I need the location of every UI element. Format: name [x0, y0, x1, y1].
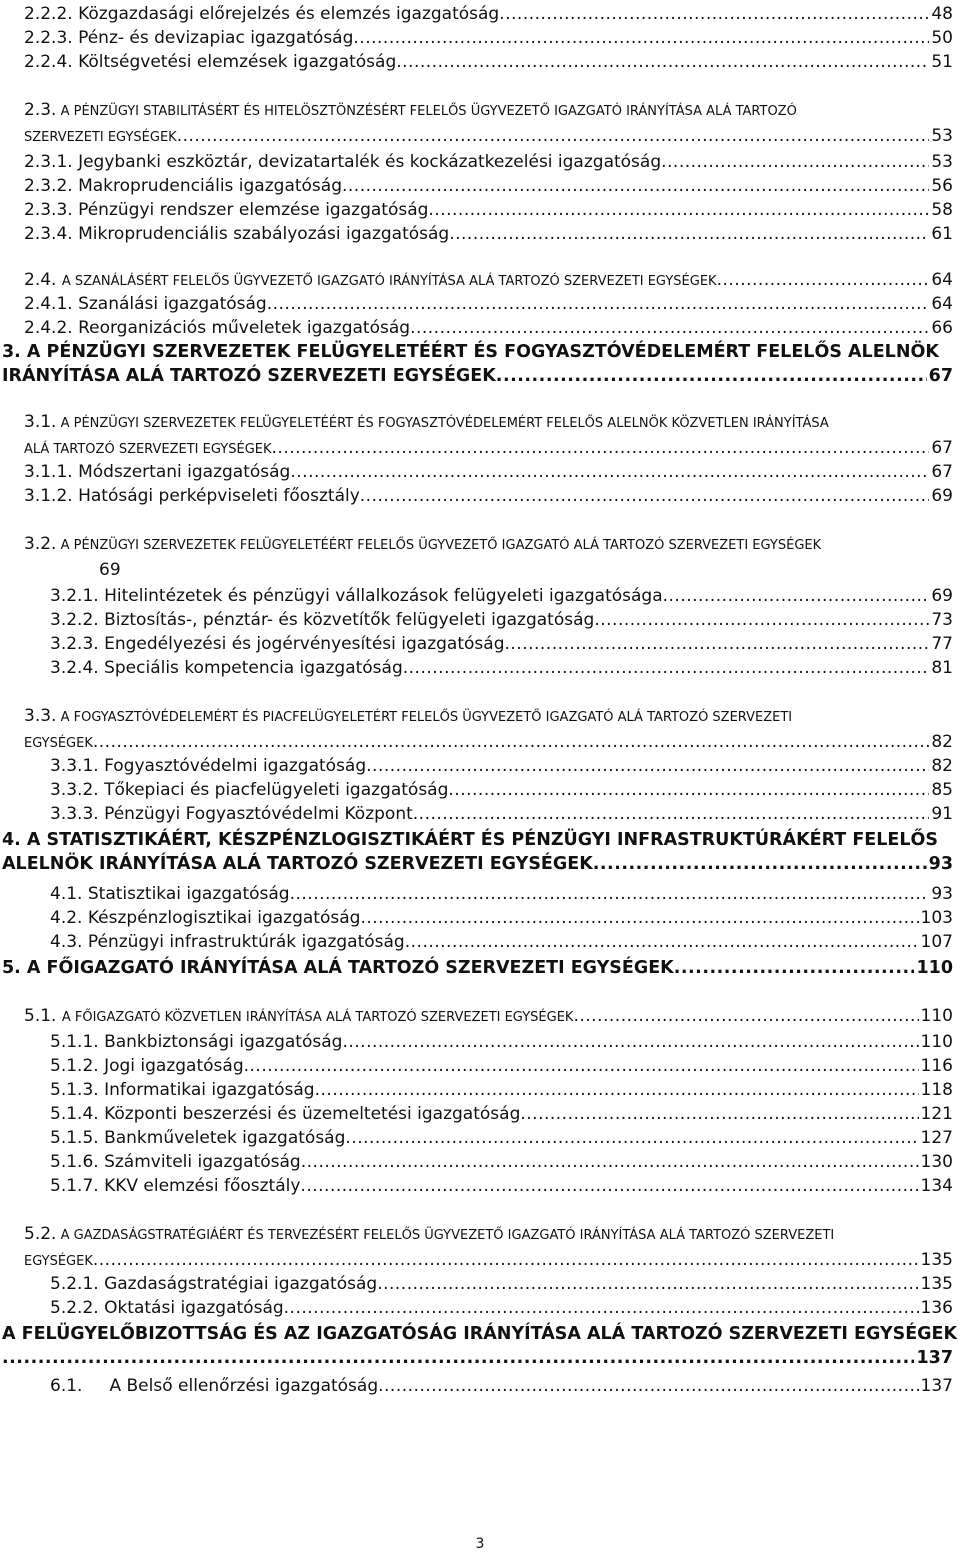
toc-entry-title-continued: ALÁ TARTOZÓ SZERVEZETI EGYSÉGEK: [24, 442, 272, 457]
toc-entry-title: Számviteli igazgatóság: [104, 1152, 301, 1172]
leader-dots: [661, 150, 929, 174]
toc-entry[interactable]: [24, 268, 953, 294]
toc-entry-number: 3.2.: [24, 534, 57, 554]
toc-entry[interactable]: [24, 292, 953, 316]
toc-entry-heading[interactable]: [24, 704, 792, 730]
toc-entry-title: Biztosítás-, pénztár- és közvetítők felügyeleti igazgatóság: [104, 610, 595, 630]
toc-entry-number: 3.1.: [24, 412, 57, 432]
toc-entry[interactable]: [24, 198, 953, 222]
leader-dots: [360, 484, 930, 508]
toc-entry-page: 77: [931, 634, 953, 654]
toc-entry-number: 3.2.1.: [50, 586, 99, 606]
leader-dots: [413, 802, 930, 826]
toc-entry-number: 2.4.: [24, 270, 57, 290]
toc-entry-page: 64: [931, 294, 953, 314]
toc-entry-page: 137: [916, 1348, 953, 1368]
leader-dots: [345, 1126, 918, 1150]
toc-entry-title-continued: IRÁNYÍTÁSA ALÁ TARTOZÓ SZERVEZETI EGYSÉGEK: [2, 366, 496, 386]
toc-entry[interactable]: [24, 222, 953, 246]
leader-dots: [342, 174, 929, 198]
leader-dots: [448, 778, 929, 802]
toc-entry[interactable]: [24, 50, 953, 74]
toc-entry[interactable]: [50, 1078, 953, 1102]
toc-entry-title-continued: SZERVEZETI EGYSÉGEK: [24, 130, 177, 145]
toc-entry-page: 91: [931, 804, 953, 824]
toc-entry-page: 82: [931, 756, 953, 776]
leader-dots: [717, 268, 930, 292]
leader-dots: [428, 198, 929, 222]
toc-entry-title: KKV elemzési főosztály: [104, 1176, 301, 1196]
toc-entry[interactable]: [50, 778, 953, 802]
toc-entry-number: 6.1.: [50, 1376, 83, 1396]
toc-entry-title-continued: EGYSÉGEK: [24, 736, 93, 751]
toc-entry[interactable]: [50, 1174, 953, 1198]
leader-dots: [290, 460, 929, 484]
toc-entry-title: Pénzügyi infrastruktúrák igazgatóság: [87, 932, 405, 952]
toc-entry-page: 127: [920, 1128, 953, 1148]
toc-chapter-heading[interactable]: 3. A PÉNZÜGYI SZERVEZETEK FELÜGYELETÉÉRT ÉS FOGYASZTÓVÉDELEMÉRT FELELŐS ALELNÖK: [2, 342, 939, 362]
toc-entry-page: 134: [920, 1176, 953, 1196]
toc-entry-title: A FOGYASZTÓVÉDELEMÉRT ÉS PIACFELÜGYELETÉRT FELELŐS ÜGYVEZETŐ IGAZGATÓ ALÁ TARTOZÓ SZERVEZETI: [60, 710, 793, 725]
toc-entry-title: Fogyasztóvédelmi igazgatóság: [104, 756, 367, 776]
leader-dots: [366, 754, 929, 778]
leader-dots: [663, 584, 930, 608]
toc-entry[interactable]: [50, 1030, 953, 1054]
toc-entry-number: 3.2.3.: [50, 634, 99, 654]
toc-entry[interactable]: [24, 124, 953, 150]
toc-entry[interactable]: [50, 656, 953, 680]
toc-entry-number: 2.3.1.: [24, 152, 73, 172]
toc-entry[interactable]: [24, 316, 953, 340]
toc-entry[interactable]: [50, 632, 953, 656]
toc-entry-page: 48: [931, 4, 953, 24]
toc-entry-title: Költségvetési elemzések igazgatóság: [78, 52, 397, 72]
leader-dots: [594, 608, 929, 632]
toc-entry-number: 2.4.1.: [24, 294, 73, 314]
toc-entry-title: Mikroprudenciális szabályozási igazgatóság: [78, 224, 450, 244]
toc-entry-number: 5.1.7.: [50, 1176, 99, 1196]
toc-entry[interactable]: [24, 2, 953, 26]
toc-entry-number: 2.3.: [24, 100, 57, 120]
toc-entry-page: 135: [920, 1274, 953, 1294]
page-number: 3: [475, 1536, 485, 1552]
leader-dots: [315, 1078, 919, 1102]
toc-entry-number: 3.1.2.: [24, 486, 73, 506]
toc-entry[interactable]: [24, 1004, 953, 1030]
toc-entry-title: Pénzügyi rendszer elemzése igazgatóság: [78, 200, 429, 220]
toc-entry[interactable]: [50, 1054, 953, 1078]
toc-entry[interactable]: [50, 802, 953, 826]
leader-dots: [504, 632, 929, 656]
toc-entry-title: Bankműveletek igazgatóság: [104, 1128, 346, 1148]
toc-entry-page: 85: [931, 780, 953, 800]
toc-entry-title: Gazdaságstratégiai igazgatóság: [104, 1274, 378, 1294]
toc-entry-page: 93: [928, 854, 953, 874]
toc-entry-title: Pénzügyi Fogyasztóvédelmi Központ: [104, 804, 413, 824]
toc-entry-number: 5.2.2.: [50, 1298, 99, 1318]
toc-entry-number: 5.1.4.: [50, 1104, 99, 1124]
toc-entry-number: 5.1.3.: [50, 1080, 99, 1100]
toc-entry[interactable]: [50, 1296, 953, 1320]
toc-entry-page: 64: [931, 270, 953, 290]
toc-entry-number: 2.2.3.: [24, 28, 73, 48]
toc-entry-title: Hitelintézetek és pénzügyi vállalkozások felügyeleti igazgatósága: [104, 586, 663, 606]
toc-entry-number: 5.1.6.: [50, 1152, 99, 1172]
toc-entry-page: 81: [931, 658, 953, 678]
toc-entry-number: 2.2.2.: [24, 4, 73, 24]
toc-entry-page: 82: [931, 732, 953, 752]
toc-entry[interactable]: [50, 882, 953, 906]
toc-entry[interactable]: [2, 1346, 953, 1370]
toc-entry[interactable]: [24, 730, 953, 756]
toc-entry-title-continued: EGYSÉGEK: [24, 1254, 93, 1269]
toc-entry-number: 2.3.3.: [24, 200, 73, 220]
toc-entry-title: A PÉNZÜGYI SZERVEZETEK FELÜGYELETÉÉRT ÉS FOGYASZTÓVÉDELEMÉRT FELELŐS ALELNÖK KÖZVETLEN IRÁNYÍTÁSA: [60, 416, 829, 431]
leader-dots: [342, 1030, 918, 1054]
toc-entry-title: Engedélyezési és jogérvényesítési igazgatóság: [104, 634, 505, 654]
toc-entry-number: 3.2.4.: [50, 658, 99, 678]
toc-entry[interactable]: [2, 956, 953, 980]
toc-entry-title: Statisztikai igazgatóság: [87, 884, 290, 904]
toc-entry-page: 130: [920, 1152, 953, 1172]
toc-entry[interactable]: [50, 906, 953, 930]
toc-entry-page: 56: [931, 176, 953, 196]
toc-entry-page: 110: [920, 1006, 953, 1026]
toc-entry-title: Speciális kompetencia igazgatóság: [104, 658, 403, 678]
toc-entry-number: 3.3.1.: [50, 756, 99, 776]
toc-entry[interactable]: [2, 364, 953, 388]
toc-entry-heading[interactable]: [24, 98, 797, 124]
leader-dots: [177, 124, 930, 148]
toc-entry-page: 116: [920, 1056, 953, 1076]
toc-entry-title: Reorganizációs műveletek igazgatóság: [78, 318, 411, 338]
leader-dots: [267, 292, 930, 316]
toc-entry[interactable]: [50, 1102, 953, 1126]
toc-entry-page: 118: [920, 1080, 953, 1100]
toc-entry-title: A PÉNZÜGYI STABILITÁSÉRT ÉS HITELÖSZTÖNZÉSÉRT FELELŐS ÜGYVEZETŐ IGAZGATÓ IRÁNYÍTÁSA ALÁ TARTOZÓ: [60, 104, 797, 119]
leader-dots: [93, 730, 930, 754]
toc-entry-title: Informatikai igazgatóság: [104, 1080, 315, 1100]
toc-entry-page: 67: [931, 462, 953, 482]
leader-dots: [244, 1054, 919, 1078]
toc-entry-title: Közgazdasági előrejelzés és elemzés igazgatóság: [78, 4, 500, 24]
toc-entry-heading[interactable]: [24, 532, 821, 558]
toc-entry-page: 110: [920, 1032, 953, 1052]
leader-dots: [496, 364, 927, 388]
leader-dots: [674, 956, 915, 980]
leader-dots: [593, 852, 927, 876]
toc-entry-title: Központi beszerzési és üzemeltetési igazgatóság: [104, 1104, 521, 1124]
toc-entry-page[interactable]: 69: [99, 560, 121, 580]
leader-dots: [405, 930, 919, 954]
leader-dots: [353, 26, 929, 50]
toc-entry-title: Bankbiztonsági igazgatóság: [104, 1032, 343, 1052]
leader-dots: [520, 1102, 918, 1126]
toc-entry-title: Pénz- és devizapiac igazgatóság: [78, 28, 354, 48]
toc-entry[interactable]: [50, 930, 953, 954]
toc-entry-number: 5.2.: [24, 1224, 57, 1244]
toc-chapter-heading[interactable]: 4. A STATISZTIKÁÉRT, KÉSZPÉNZLOGISZTIKÁÉRT ÉS PÉNZÜGYI INFRASTRUKTÚRÁKÉRT FELELŐS: [2, 830, 938, 850]
toc-entry-number: 5.1.: [24, 1006, 57, 1026]
toc-entry[interactable]: [50, 1374, 953, 1398]
toc-entry-title: A SZANÁLÁSÉRT FELELŐS ÜGYVEZETŐ IGAZGATÓ IRÁNYÍTÁSA ALÁ TARTOZÓ SZERVEZETI EGYSÉGEK: [61, 274, 717, 289]
toc-entry-number: 2.3.4.: [24, 224, 73, 244]
toc-entry-title: Jogi igazgatóság: [104, 1056, 244, 1076]
toc-entry-title: A GAZDASÁGSTRATÉGIÁÉRT ÉS TERVEZÉSÉRT FELELŐS ÜGYVEZETŐ IGAZGATÓ IRÁNYÍTÁSA ALÁ TARTOZÓ SZERVEZETI: [60, 1228, 835, 1243]
toc-entry[interactable]: [24, 150, 953, 174]
toc-entry-page: 69: [931, 586, 953, 606]
leader-dots: [378, 1374, 918, 1398]
toc-entry[interactable]: [50, 754, 953, 778]
toc-entry-page: 53: [931, 126, 953, 146]
leader-dots: [573, 1004, 918, 1028]
toc-entry-number: 3.3.3.: [50, 804, 99, 824]
toc-entry-page: 137: [920, 1376, 953, 1396]
toc-entry-number: 3.2.2.: [50, 610, 99, 630]
toc-entry-page: 93: [931, 884, 953, 904]
toc-entry-page: 50: [931, 28, 953, 48]
toc-entry[interactable]: [24, 436, 953, 462]
toc-entry-page: 67: [928, 366, 953, 386]
toc-entry-page: 135: [920, 1250, 953, 1270]
toc-entry-number: 2.2.4.: [24, 52, 73, 72]
toc-entry-title: Hatósági perképviseleti főosztály: [78, 486, 360, 506]
toc-entry-page: 67: [931, 438, 953, 458]
toc-entry-number: 4.2.: [50, 908, 83, 928]
leader-dots: [377, 1272, 918, 1296]
toc-entry-page: 58: [931, 200, 953, 220]
toc-entry-number: 3.1.1.: [24, 462, 73, 482]
toc-entry-heading[interactable]: [24, 410, 829, 436]
toc-entry[interactable]: [50, 1126, 953, 1150]
leader-dots: [410, 316, 929, 340]
toc-entry-page: 136: [920, 1298, 953, 1318]
toc-entry[interactable]: [50, 608, 953, 632]
toc-entry-number: 4.1.: [50, 884, 83, 904]
toc-entry-title: Készpénzlogisztikai igazgatóság: [87, 908, 361, 928]
toc-entry-title: A PÉNZÜGYI SZERVEZETEK FELÜGYELETÉÉRT FELELŐS ÜGYVEZETŐ IGAZGATÓ ALÁ TARTOZÓ SZERVEZETI EGYSÉGEK: [60, 538, 822, 553]
toc-chapter-heading[interactable]: A FELÜGYELŐBIZOTTSÁG ÉS AZ IGAZGATÓSÁG IRÁNYÍTÁSA ALÁ TARTOZÓ SZERVEZETI EGYSÉGEK: [2, 1324, 958, 1344]
leader-dots: [360, 906, 918, 930]
toc-entry[interactable]: [50, 1150, 953, 1174]
toc-entry-number: 2.4.2.: [24, 318, 73, 338]
toc-entry-number: 3.3.: [24, 706, 57, 726]
toc-entry-title: Tőkepiaci és piacfelügyeleti igazgatóság: [104, 780, 449, 800]
toc-entry[interactable]: [24, 484, 953, 508]
toc-entry[interactable]: [24, 174, 953, 198]
leader-dots: [301, 1150, 919, 1174]
leader-dots: [2, 1346, 914, 1370]
toc-entry-title: Jegybanki eszköztár, devizatartalék és kockázatkezelési igazgatóság: [78, 152, 662, 172]
toc-entry[interactable]: [2, 852, 953, 876]
toc-entry-number: 5.2.1.: [50, 1274, 99, 1294]
toc-entry-title: A FŐIGAZGATÓ KÖZVETLEN IRÁNYÍTÁSA ALÁ TARTOZÓ SZERVEZETI EGYSÉGEK: [61, 1010, 574, 1025]
toc-entry-title-continued: ALELNÖK IRÁNYÍTÁSA ALÁ TARTOZÓ SZERVEZETI EGYSÉGEK: [2, 854, 593, 874]
toc-entry-page: 121: [920, 1104, 953, 1124]
toc-entry-page: 69: [931, 486, 953, 506]
leader-dots: [290, 882, 930, 906]
toc-entry-page: 66: [931, 318, 953, 338]
toc-chapter-title: 5. A FŐIGAZGATÓ IRÁNYÍTÁSA ALÁ TARTOZÓ SZERVEZETI EGYSÉGEK: [2, 958, 674, 978]
toc-entry[interactable]: [50, 584, 953, 608]
toc-entry-page: 107: [920, 932, 953, 952]
toc-entry-number: 2.3.2.: [24, 176, 73, 196]
toc-entry-number: 5.1.2.: [50, 1056, 99, 1076]
toc-entry-page: 53: [931, 152, 953, 172]
toc-entry-page: 51: [931, 52, 953, 72]
leader-dots: [449, 222, 929, 246]
leader-dots: [272, 436, 930, 460]
toc-entry-title: Oktatási igazgatóság: [104, 1298, 284, 1318]
toc-entry-title: Makroprudenciális igazgatóság: [78, 176, 342, 196]
toc-entry-number: 5.1.1.: [50, 1032, 99, 1052]
leader-dots: [300, 1174, 918, 1198]
leader-dots: [396, 50, 929, 74]
toc-entry-title: A Belső ellenőrzési igazgatóság: [109, 1376, 379, 1396]
toc-entry-number: 4.3.: [50, 932, 83, 952]
toc-entry[interactable]: [24, 460, 953, 484]
toc-entry[interactable]: [50, 1272, 953, 1296]
toc-entry[interactable]: [24, 26, 953, 50]
toc-entry-number: 3.3.2.: [50, 780, 99, 800]
toc-entry-number: 5.1.5.: [50, 1128, 99, 1148]
leader-dots: [499, 2, 929, 26]
toc-entry-page: 61: [931, 224, 953, 244]
leader-dots: [403, 656, 930, 680]
toc-entry-title: Szanálási igazgatóság: [78, 294, 267, 314]
toc-entry-page: 103: [920, 908, 953, 928]
toc-entry-heading[interactable]: [24, 1222, 834, 1248]
leader-dots: [284, 1296, 919, 1320]
toc-entry-page: 73: [931, 610, 953, 630]
toc-entry[interactable]: [24, 1248, 953, 1274]
leader-dots: [93, 1248, 919, 1272]
toc-entry-page: 110: [916, 958, 953, 978]
toc-entry-title: Módszertani igazgatóság: [78, 462, 291, 482]
